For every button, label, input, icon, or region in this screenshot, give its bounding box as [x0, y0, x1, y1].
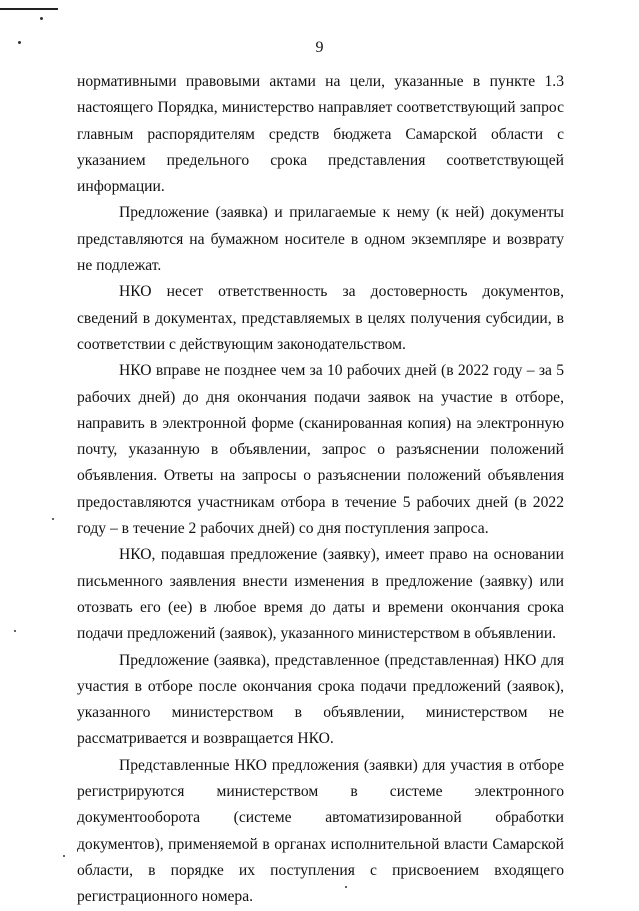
paragraph: НКО вправе не позднее чем за 10 рабочих дней (в 2022 году – за 5 рабочих дней) до дня окончания подачи заявок на участие в отборе, направить в электронной форме (сканированная копия) на электронную почту, указанную в объявлении, запрос о разъяснении положений объявления. Ответы на запросы о разъяснении положений объявления предоставляются участникам отбора в течение 5 рабочих дней (в 2022 году – в течение 2 рабочих дней) со дня поступления запроса.	[77, 362, 564, 538]
paragraph: НКО несет ответственность за достоверность документов, сведений в документах, представляемых в целях получения субсидии, в соответствии с действующим законодательством.	[77, 283, 564, 353]
paragraph: НКО, подавшая предложение (заявку), имеет право на основании письменного заявления внести изменения в предложение (заявку) или отозвать его (ее) в любое время до даты и времени окончания срока подачи предложений (заявок), указанного министерством в объявлении.	[77, 546, 564, 643]
scan-artifact-dot	[52, 518, 54, 520]
body-text	[77, 69, 564, 911]
paragraph-continuation: нормативными правовыми актами на цели, указанные в пункте 1.3 настоящего Порядка, министерство направляет соответствующий запрос главным распорядителям средств бюджета Самарской области с указанием предельного срока представления соответствующей информации.	[77, 73, 564, 196]
scan-artifact-line	[0, 8, 58, 10]
scan-artifact-dot	[40, 17, 43, 20]
scan-artifact-dot	[14, 630, 16, 632]
page-number: 9	[315, 39, 324, 56]
scan-artifact-dot	[63, 855, 65, 857]
paragraph: Представленные НКО предложения (заявки) для участия в отборе регистрируются министерством в системе электронного документооборота (системе автоматизированной обработки документов), применяемой в органах исполнительной власти Самарской области, в порядке их поступления с присвоением входящего регистрационного номера.	[77, 756, 564, 906]
paragraph: Предложение (заявка) и прилагаемые к нему (к ней) документы представляются на бумажном носителе в одном экземпляре и возврату не подлежат.	[77, 204, 564, 275]
paragraph: Предложение (заявка), представленное (представленная) НКО для участия в отборе после окончания срока подачи предложений (заявок), указанного министерством в объявлении, министерством не рассматривается и возвращается НКО.	[77, 651, 564, 748]
